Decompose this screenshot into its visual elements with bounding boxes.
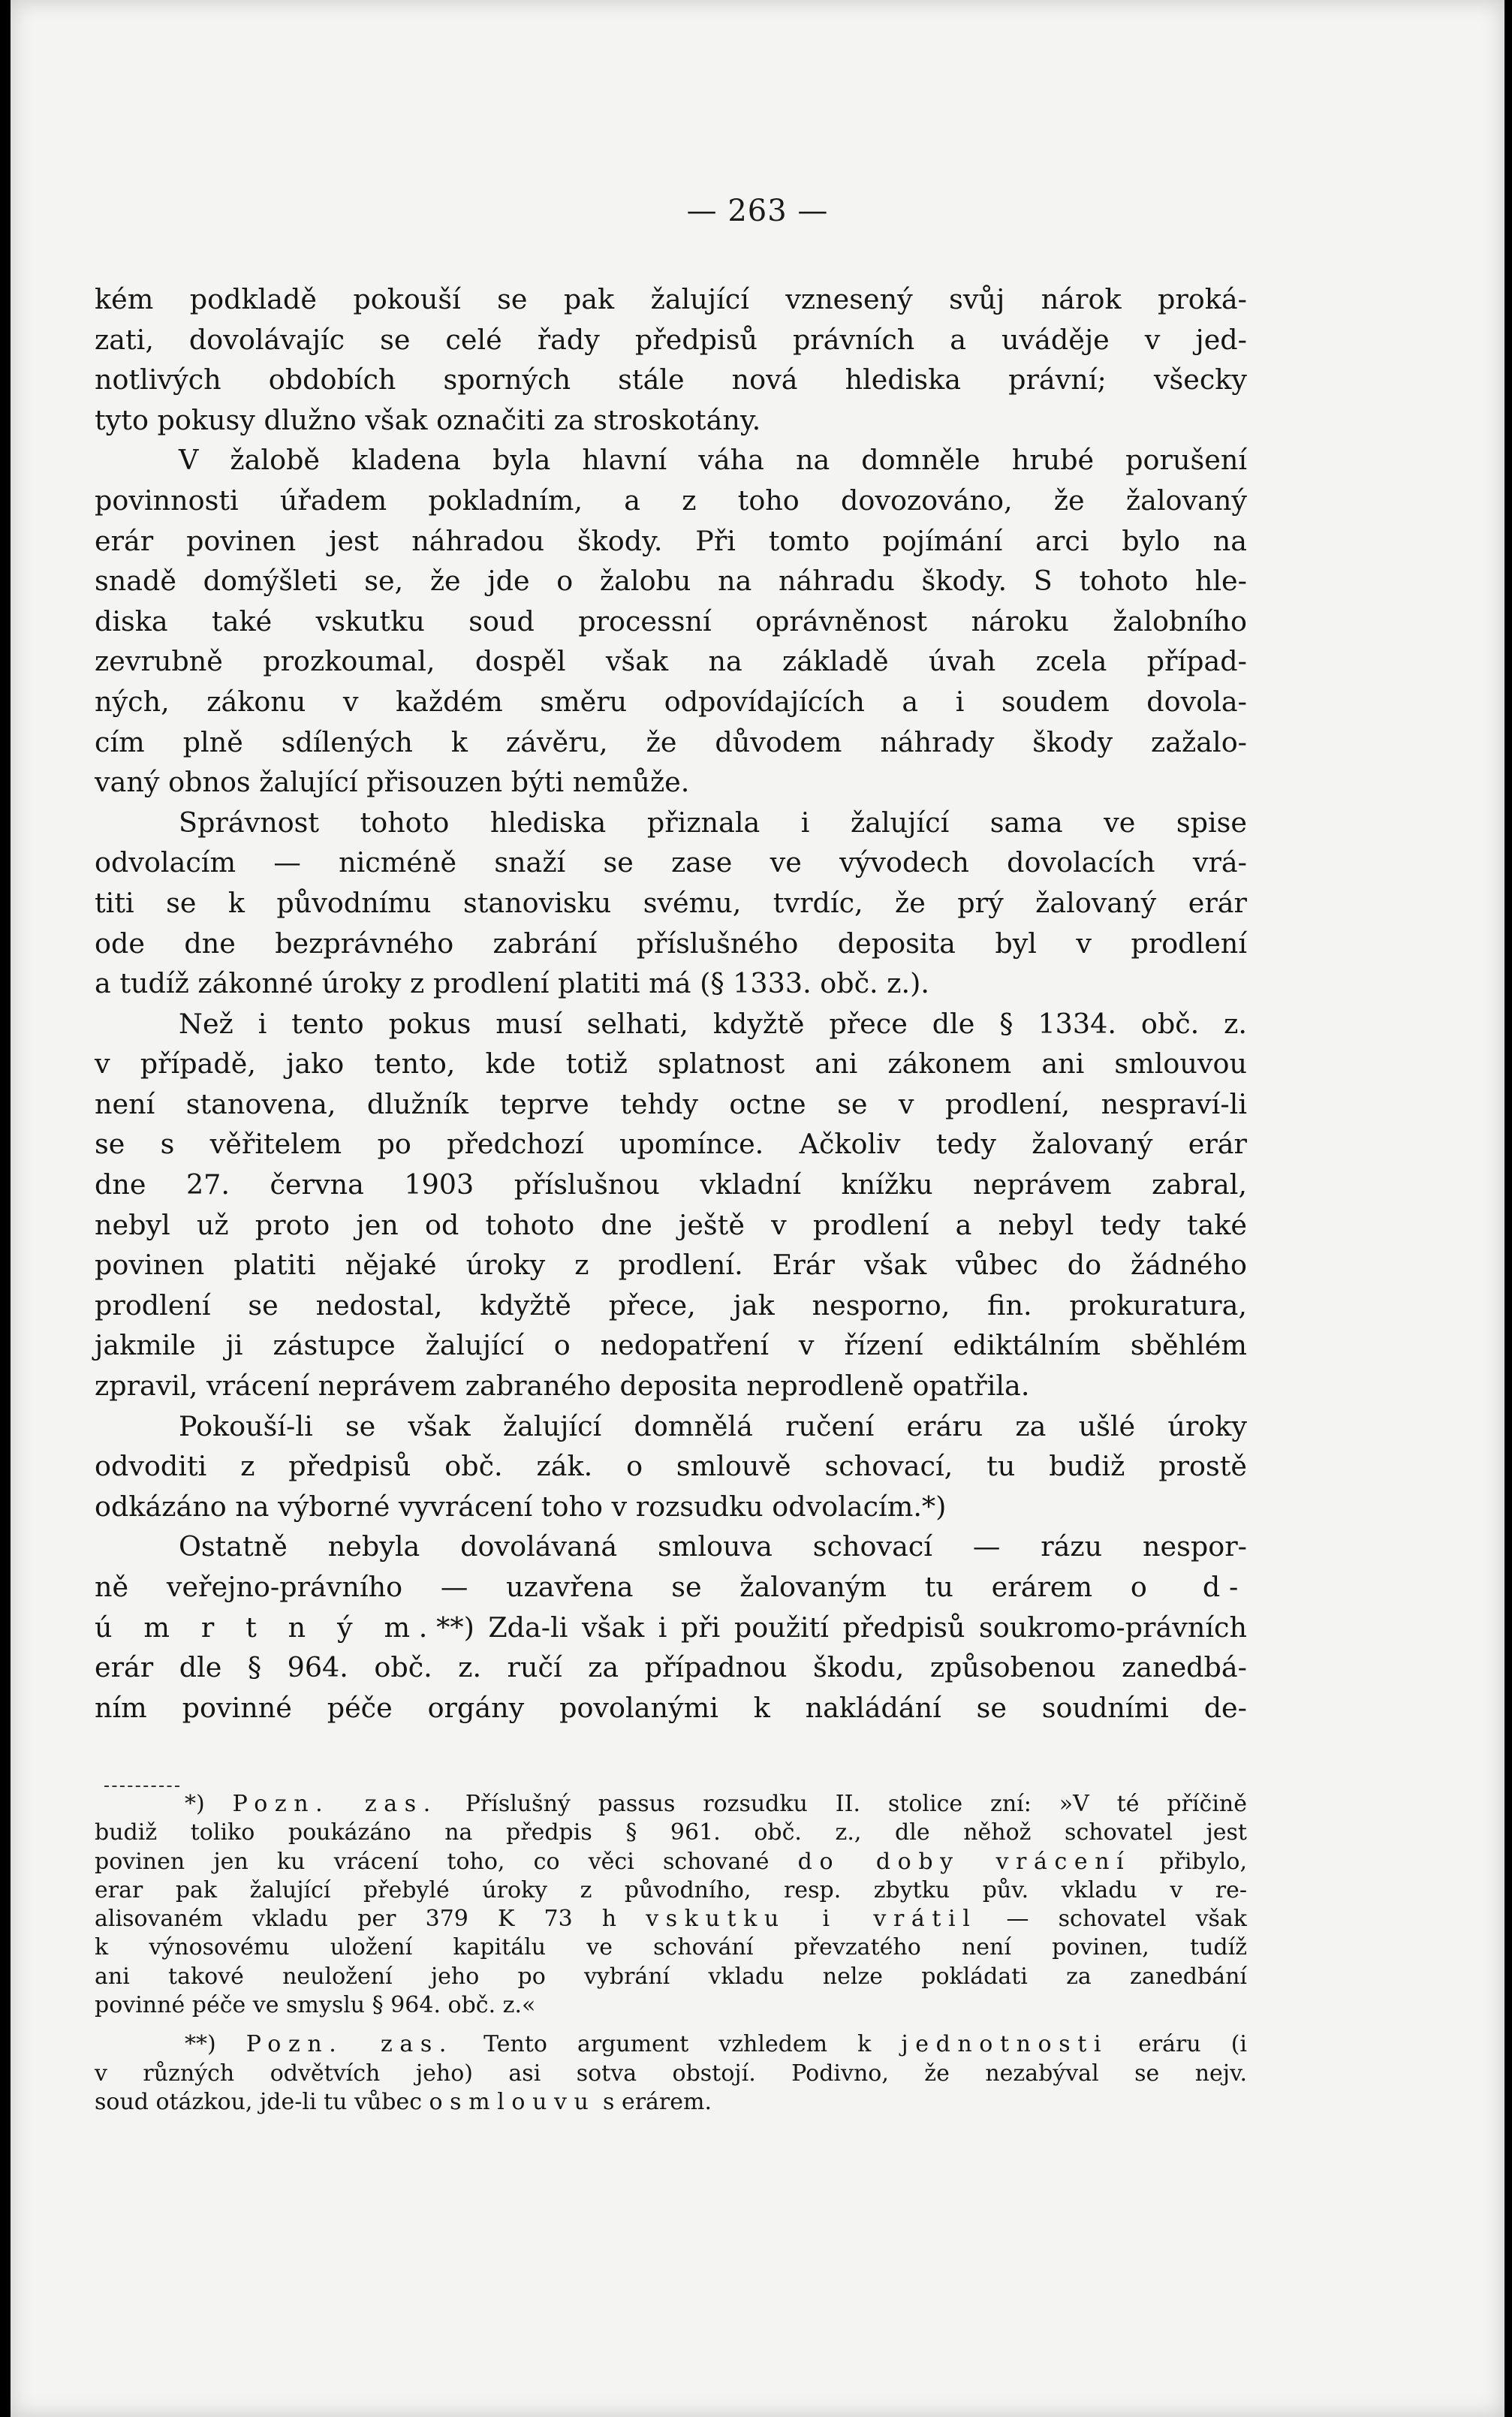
book-page: [11, 0, 1504, 2417]
footnotes: [95, 1790, 1247, 2117]
text-line: Než i tento pokus musí selhati, kdyžtě přece dle § 1334. obč. z.: [179, 1007, 1247, 1040]
footnote-label: Pozn. zas.: [245, 2031, 454, 2058]
text-line: a tudíž zákonné úroky z prodlení platiti má (§ 1333. obč. z.).: [95, 967, 929, 1000]
footnote-2-line: v různých odvětvích jeho) asi sotva obstojí. Podivno, že nezabýval se nejv.: [95, 2060, 1247, 2087]
text-line: diska také vskutku soud processní oprávněnost nároku žalobního: [95, 604, 1247, 637]
text-line: tyto pokusy dlužno však označiti za stroskotány.: [95, 403, 761, 436]
footnote-divider: [104, 1786, 179, 1787]
text-line: zevrubně prozkoumal, dospěl však na základě úvah zcela případ-: [95, 645, 1247, 678]
text-line: ných, zákonu v každém směru odpovídajících a i soudem dovola-: [95, 685, 1247, 718]
footnote-1-line: erar pak žalující přebylé úroky z původního, resp. zbytku pův. vkladu v re-: [95, 1876, 1247, 1903]
spaced-text: vskutku i vrátil: [646, 1906, 977, 1933]
footnote-1-line: ani takové neuložení jeho po vybrání vkladu nelze pokládati za zanedbání: [95, 1963, 1247, 1990]
footnote-1-line: povinné péče ve smyslu § 964. obč. z.«: [95, 1992, 536, 2019]
footnote-1-line: [95, 1905, 1247, 1933]
footnote-text: alisovaném vkladu per 379 K 73 h: [95, 1906, 617, 1933]
spaced-text: do doby vrácení: [797, 1848, 1131, 1875]
footnote-text: soud otázkou, jde-li tu vůbec o: [95, 2088, 443, 2115]
text-line: jakmile ji zástupce žalující o nedopatření v řízení ediktálním sběhlém: [95, 1329, 1247, 1362]
footnote-text: povinen jen ku vrácení toho, co věci schované: [95, 1848, 770, 1875]
text-line: erár dle § 964. obč. z. ručí za případnou škodu, způsobenou zanedbá-: [95, 1651, 1247, 1684]
text-line: notlivých obdobích sporných stále nová hlediska právní; všecky: [95, 363, 1247, 396]
footnote-1-line: budiž toliko poukázáno na předpis § 961. obč. z., dle něhož schovatel jest: [95, 1819, 1247, 1846]
spaced-text: jednotnosti: [901, 2031, 1109, 2058]
text-line: odkázáno na výborné vyvrácení toho v rozsudku odvolacím.*): [95, 1490, 947, 1523]
footnote-text: eráru (i: [1138, 2031, 1248, 2058]
main-text: [95, 279, 1247, 1728]
text-line: ním povinné péče orgány povolanými k nakládání se soudními de-: [95, 1691, 1247, 1724]
text-line: titi se k původnímu stanovisku svému, tvrdíc, že prý žalovaný erár: [95, 886, 1247, 919]
text-segment: ně veřejno-právního — uzavřena se žalovaným tu erárem: [95, 1571, 1093, 1603]
text-line: ode dne bezprávného zabrání příslušného deposita byl v prodlení: [95, 927, 1247, 960]
spaced-text: smlouvu: [450, 2088, 596, 2115]
text-line: povinen platiti nějaké úroky z prodlení. Erár však vůbec do žádného: [95, 1249, 1247, 1282]
footnote-text: Příslušný passus rozsudku II. stolice zní: »V té příčině: [465, 1791, 1247, 1817]
page-number: — 263 —: [686, 194, 829, 228]
footnote-text: — schovatel však: [1006, 1906, 1247, 1933]
text-line: erár povinen jest náhradou škody. Při tomto pojímání arci bylo na: [95, 524, 1247, 557]
text-line: odvolacím — nicméně snaží se zase ve vývodech dovolacích vrá-: [95, 846, 1247, 879]
text-line: V žalobě kladena byla hlavní váha na domněle hrubé porušení: [179, 444, 1247, 477]
footnote-gap: [95, 2020, 1247, 2030]
text-line: [95, 1608, 1247, 1648]
text-line: není stanovena, dlužník teprve tehdy octne se v prodlení, nespraví-li: [95, 1087, 1247, 1120]
text-line: Správnost tohoto hlediska přiznala i žalující sama ve spise: [179, 806, 1247, 839]
footnote-1-line: [95, 1790, 1247, 1819]
text-line: Pokouší-li se však žalující domnělá ručení eráru za ušlé úroky: [179, 1409, 1247, 1442]
text-line: cím plně sdílených k závěru, že důvodem náhrady škody zažalo-: [95, 725, 1247, 758]
text-line: vaný obnos žalující přisouzen býti nemůže.: [95, 766, 690, 799]
footnote-marker: **): [185, 2031, 216, 2058]
text-line: povinnosti úřadem pokladním, a z toho dovozováno, že žalovaný: [95, 484, 1247, 517]
text-line: v případě, jako tento, kde totiž splatnost ani zákonem ani smlouvou: [95, 1047, 1247, 1080]
spaced-text: o d-: [1130, 1571, 1247, 1603]
text-line: zpravil, vrácení neprávem zabraného deposita neprodleně opatřila.: [95, 1370, 1030, 1403]
footnote-text: přibylo,: [1159, 1848, 1247, 1875]
footnote-1-line: k výnosovému uložení kapitálu ve schování převzatého není povinen, tudíž: [95, 1934, 1247, 1961]
text-line: zati, dovolávajíc se celé řady předpisů právních a uváděje v jed-: [95, 323, 1247, 356]
text-line: se s věřitelem po předchozí upomínce. Ačkoliv tedy žalovaný erár: [95, 1128, 1247, 1161]
footnote-1-line: [95, 1848, 1247, 1876]
footnote-label: Pozn. zas.: [232, 1791, 438, 1817]
footnote-text: s erárem.: [603, 2088, 712, 2115]
text-line: [95, 1567, 1247, 1608]
text-line: snadě domýšleti se, že jde o žalobu na náhradu škody. S tohoto hle-: [95, 565, 1247, 598]
text-line: odvoditi z předpisů obč. zák. o smlouvě schovací, tu budiž prostě: [95, 1450, 1247, 1483]
text-line: nebyl už proto jen od tohoto dne ještě v prodlení a nebyl tedy také: [95, 1208, 1247, 1241]
text-line: dne 27. června 1903 příslušnou vkladní knížku neprávem zabral,: [95, 1168, 1247, 1201]
footnote-2-line: [95, 2088, 1247, 2117]
footnote-2-line: [95, 2030, 1247, 2059]
text-line: prodlení se nedostal, kdyžtě přece, jak nesporno, fin. prokuratura,: [95, 1288, 1247, 1322]
footnote-text: Tento argument vzhledem k: [483, 2031, 872, 2058]
footnote-marker: *): [185, 1791, 205, 1817]
text-segment: **) Zda-li však i při použití předpisů soukromo-právních: [436, 1611, 1247, 1644]
text-line: kém podkladě pokouší se pak žalující vznesený svůj nárok proká-: [95, 283, 1247, 315]
spaced-text: ú m r t n ý m.: [95, 1611, 437, 1644]
text-line: Ostatně nebyla dovolávaná smlouva schovací — rázu nespor-: [179, 1530, 1247, 1563]
